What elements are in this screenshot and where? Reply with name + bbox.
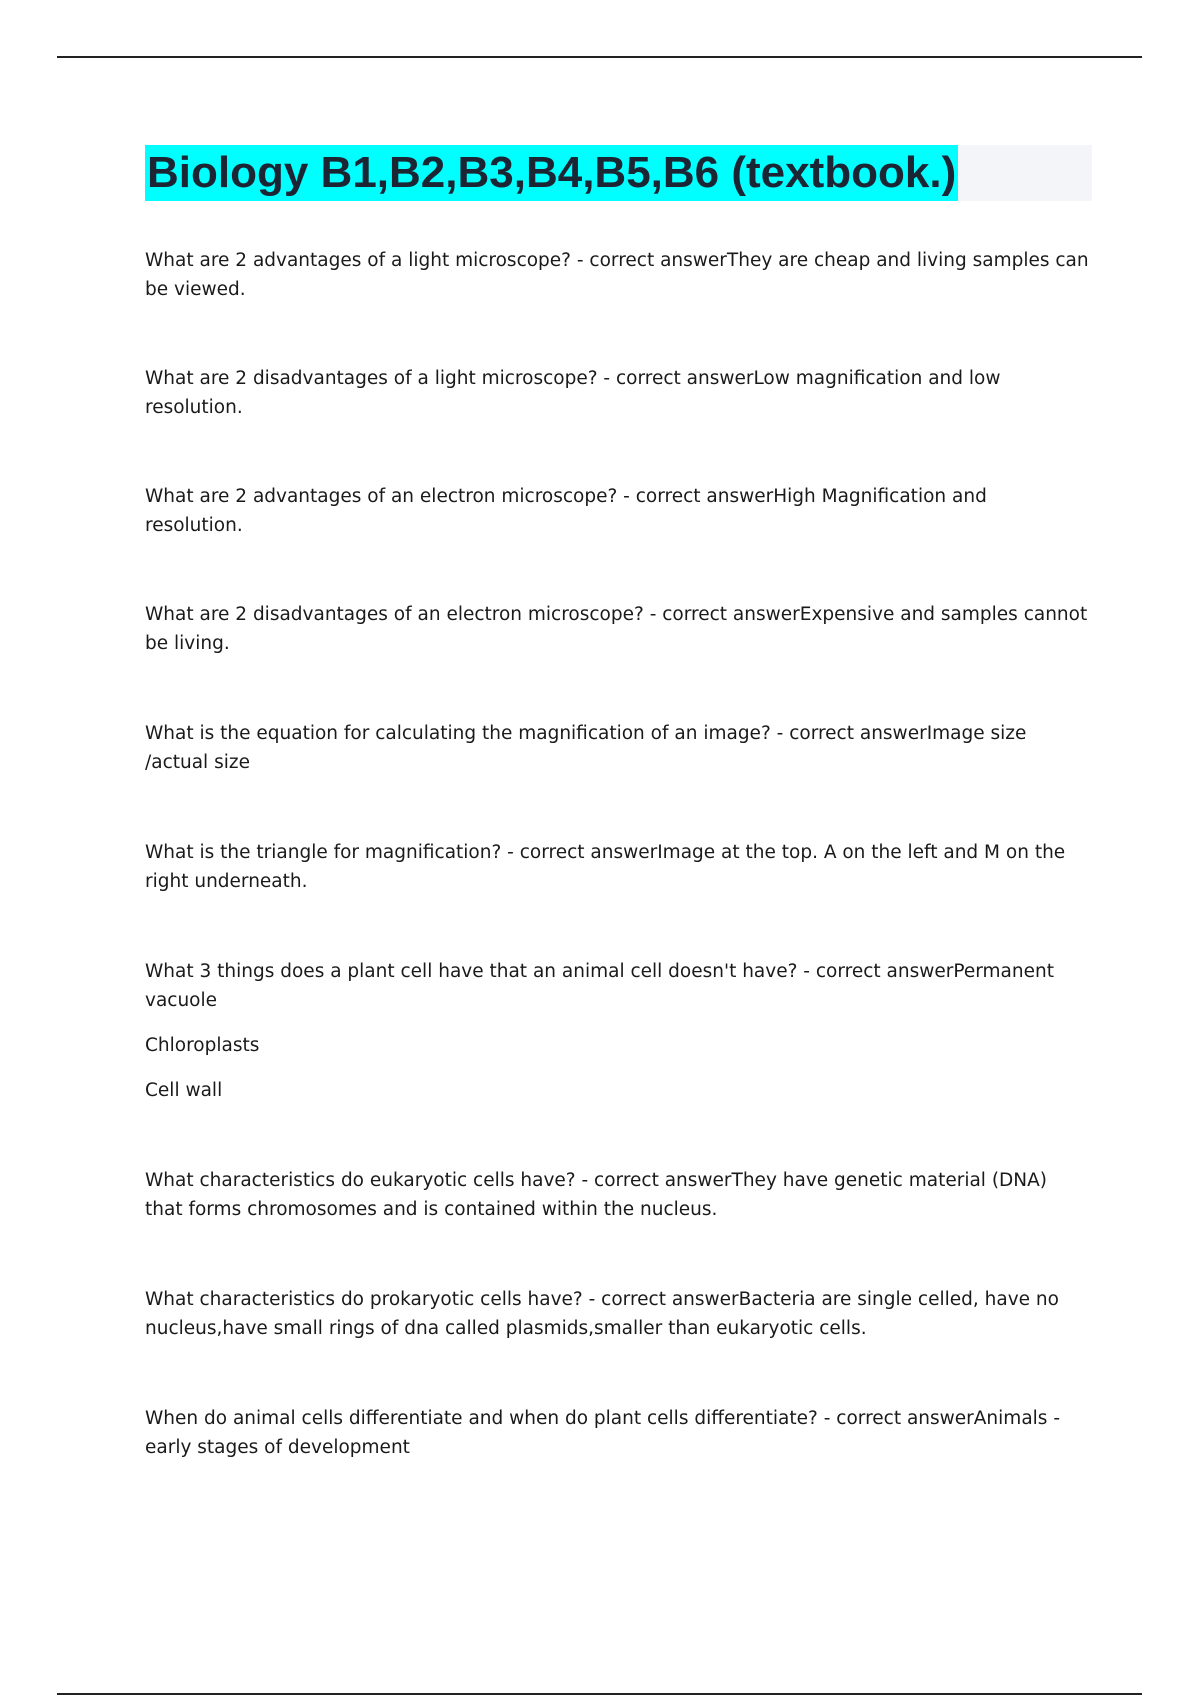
answer-text: Low magnification and low resolution.	[145, 368, 1001, 418]
qa-item	[145, 1285, 1090, 1343]
qa-list	[145, 246, 1090, 1462]
answer-separator: - correct answer	[582, 1289, 739, 1310]
question-text: What is the triangle for magnification?	[145, 842, 502, 863]
bottom-rule	[57, 1693, 1142, 1695]
answer-separator: - correct answer	[617, 486, 774, 507]
qa-item	[145, 957, 1090, 1015]
qa-item	[145, 838, 1090, 896]
answer-separator: - correct answer	[643, 604, 800, 625]
qa-item	[145, 246, 1090, 304]
answer-separator: - correct answer	[571, 250, 727, 271]
question-text: What are 2 disadvantages of an electron microscope?	[145, 604, 644, 625]
title-block	[145, 145, 1092, 201]
answer-text: Image at the top. A on the left and M on the right underneath.	[145, 842, 1066, 892]
qa-item	[145, 482, 1090, 540]
answer-text: They are cheap and living samples can be viewed.	[145, 250, 1089, 300]
qa-item	[145, 364, 1090, 422]
answer-separator: - correct answer	[597, 368, 754, 389]
document-title: Biology B1,B2,B3,B4,B5,B6 (textbook.)	[145, 145, 958, 201]
answer-text: Animals - early stages of development	[145, 1408, 1060, 1458]
qa-item	[145, 600, 1090, 658]
answer-separator: - correct answer	[797, 961, 954, 982]
qa-item	[145, 719, 1090, 777]
answer-separator: - correct answer	[770, 723, 927, 744]
answer-extra-line: Chloroplasts	[145, 1035, 260, 1056]
question-text: What are 2 advantages of a light microscope?	[145, 250, 571, 271]
question-text: What characteristics do prokaryotic cells have?	[145, 1289, 583, 1310]
answer-text: High Magnification and resolution.	[145, 486, 987, 536]
question-text: What are 2 disadvantages of a light microscope?	[145, 368, 598, 389]
question-text: What are 2 advantages of an electron microscope?	[145, 486, 618, 507]
question-text: What characteristics do eukaryotic cells have?	[145, 1170, 576, 1191]
answer-separator: - correct answer	[501, 842, 658, 863]
answer-separator: - correct answer	[817, 1408, 974, 1429]
answer-separator: - correct answer	[575, 1170, 732, 1191]
top-rule	[57, 56, 1142, 58]
answer-text: They have genetic material (DNA) that forms chromosomes and is contained within the nucleus.	[145, 1170, 1047, 1220]
question-text: What is the equation for calculating the magnification of an image?	[145, 723, 771, 744]
qa-item	[145, 1166, 1090, 1224]
answer-text: Expensive and samples cannot be living.	[145, 604, 1088, 654]
answer-text: Image size /actual size	[145, 723, 1027, 773]
qa-item	[145, 1404, 1090, 1462]
question-text: What 3 things does a plant cell have that an animal cell doesn't have?	[145, 961, 798, 982]
answer-text: Bacteria are single celled, have no nucleus,have small rings of dna called plasmids,smaller than eukaryotic cells.	[145, 1289, 1059, 1339]
question-text: When do animal cells differentiate and when do plant cells differentiate?	[145, 1408, 818, 1429]
answer-text: Permanent vacuole	[145, 961, 1054, 1011]
answer-extra-line: Cell wall	[145, 1080, 223, 1101]
